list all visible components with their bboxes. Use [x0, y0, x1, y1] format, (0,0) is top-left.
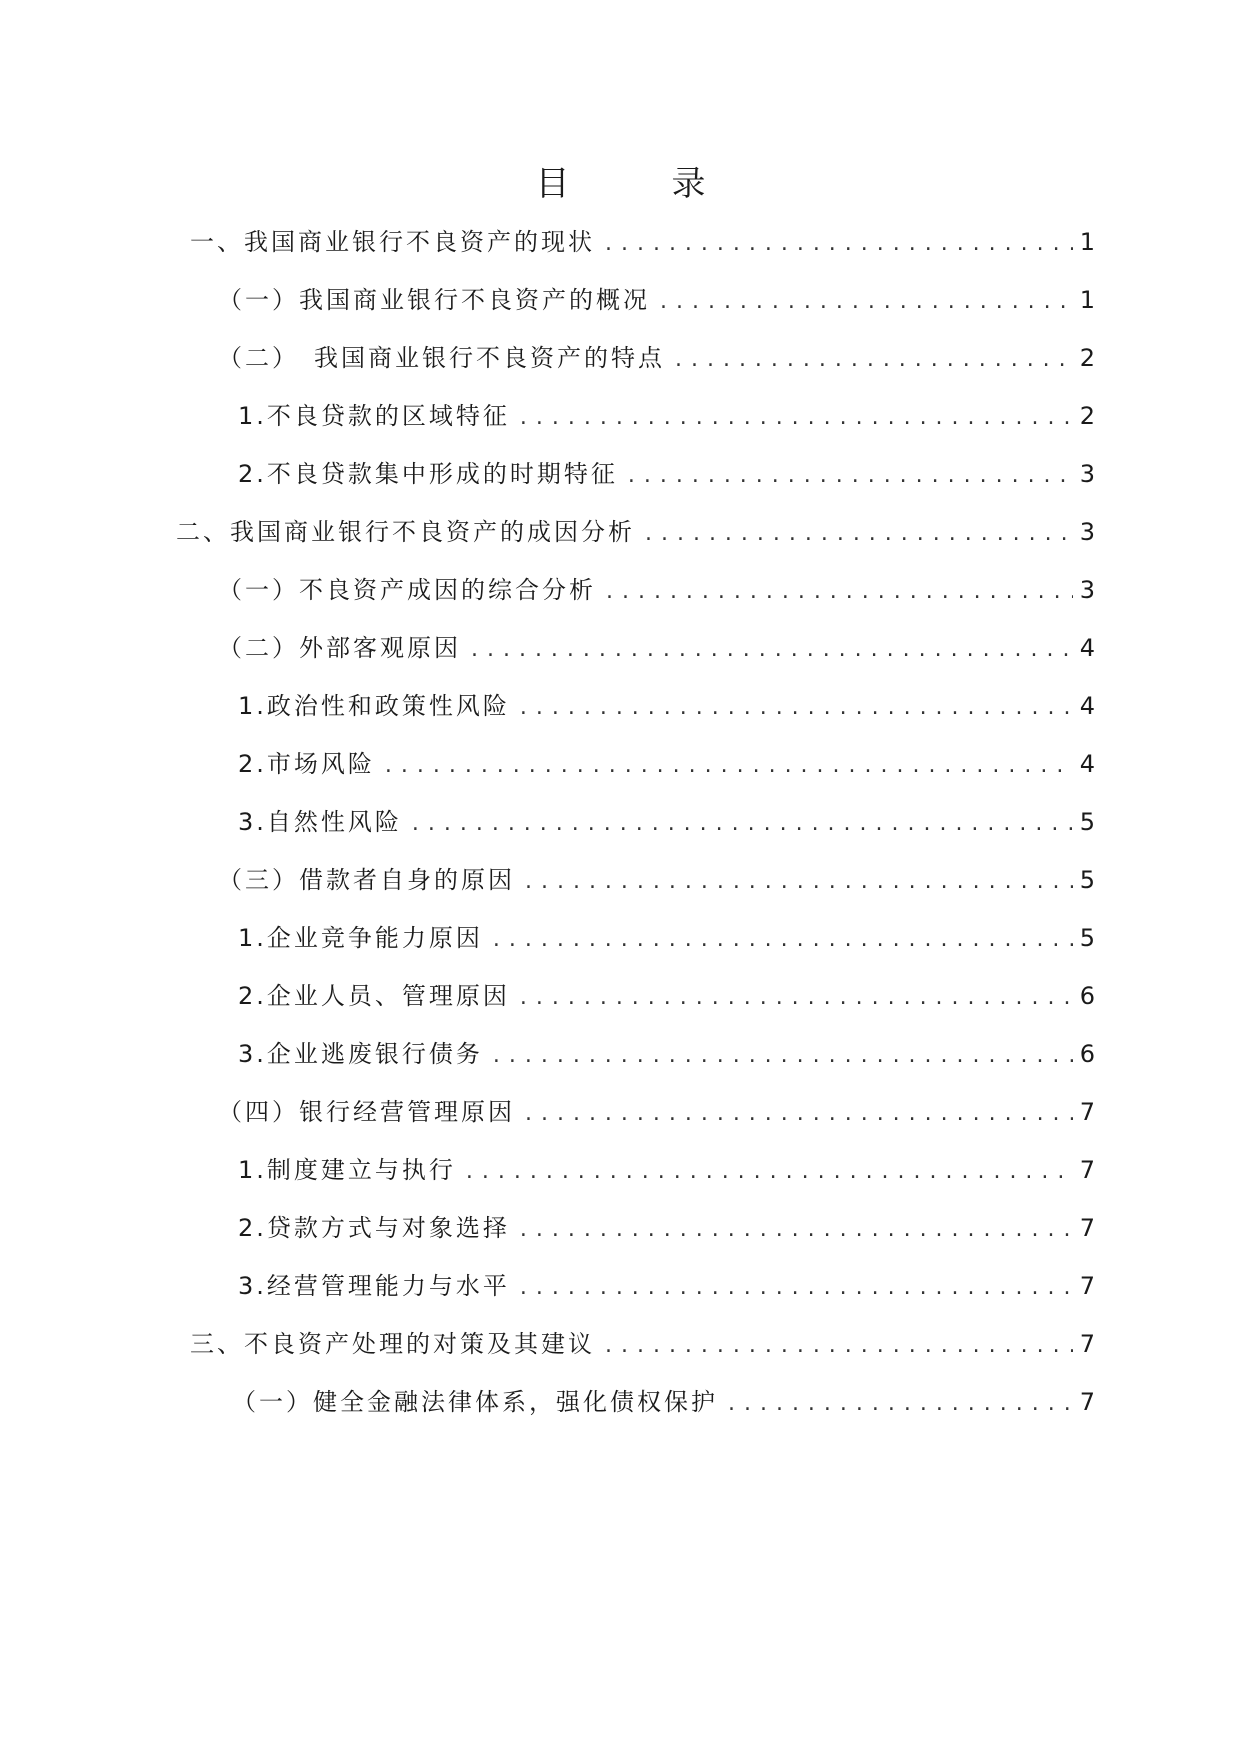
toc-page-number: 5 — [1079, 808, 1095, 836]
toc-page-number: 1 — [1079, 286, 1095, 314]
toc-leader-dots — [645, 518, 1073, 546]
toc-leader-dots — [493, 924, 1073, 952]
toc-leader-dots — [520, 692, 1073, 720]
toc-page-number: 2 — [1079, 344, 1095, 372]
toc-entry[interactable] — [238, 454, 1095, 494]
toc-entry[interactable] — [238, 1150, 1095, 1190]
toc-entry-text: （二） 我国商业银行不良资产的特点 — [218, 344, 665, 372]
toc-page-number: 3 — [1079, 518, 1095, 546]
toc-leader-dots — [606, 576, 1073, 604]
toc-page-number: 4 — [1079, 634, 1095, 662]
toc-leader-dots — [466, 1156, 1073, 1184]
toc-entry-text: （一）我国商业银行不良资产的概况 — [218, 286, 650, 314]
toc-entry-text: 1.政治性和政策性风险 — [238, 692, 510, 720]
toc-entry[interactable] — [238, 1266, 1095, 1306]
toc-leader-dots — [520, 402, 1073, 430]
toc-entry-text: 一、我国商业银行不良资产的现状 — [190, 228, 595, 256]
toc-leader-dots — [412, 808, 1073, 836]
toc-entry-text: 3.自然性风险 — [238, 808, 402, 836]
toc-page-number: 3 — [1079, 460, 1095, 488]
toc-entry[interactable] — [238, 976, 1095, 1016]
toc-leader-dots — [525, 1098, 1073, 1126]
toc-entry[interactable] — [218, 280, 1095, 320]
toc-leader-dots — [675, 344, 1073, 372]
toc-page-number: 7 — [1079, 1330, 1095, 1358]
toc-page-number: 7 — [1079, 1156, 1095, 1184]
toc-page-number: 3 — [1079, 576, 1095, 604]
toc-entry[interactable] — [190, 222, 1095, 262]
toc-entry-text: 1.不良贷款的区域特征 — [238, 402, 510, 430]
toc-page-number: 7 — [1079, 1098, 1095, 1126]
toc-entry[interactable] — [238, 1034, 1095, 1074]
toc-leader-dots — [605, 1330, 1073, 1358]
toc-leader-dots — [520, 1272, 1073, 1300]
toc-entry[interactable] — [238, 744, 1095, 784]
toc-entry[interactable] — [218, 628, 1095, 668]
toc-entry[interactable] — [218, 860, 1095, 900]
toc-leader-dots — [471, 634, 1073, 662]
toc-page-number: 5 — [1079, 866, 1095, 894]
toc-entry[interactable] — [238, 396, 1095, 436]
toc-entry-text: 3.经营管理能力与水平 — [238, 1272, 510, 1300]
toc-entry-text: （四）银行经营管理原因 — [218, 1098, 515, 1126]
toc-leader-dots — [520, 1214, 1073, 1242]
toc-leader-dots — [728, 1388, 1073, 1416]
toc-entry[interactable] — [238, 686, 1095, 726]
toc-entry-text: 2.贷款方式与对象选择 — [238, 1214, 510, 1242]
toc-entry-text: 3.企业逃废银行债务 — [238, 1040, 483, 1068]
toc-page-number: 1 — [1079, 228, 1095, 256]
toc-leader-dots — [605, 228, 1073, 256]
toc-entry-text: 2.企业人员、管理原因 — [238, 982, 510, 1010]
toc-page-number: 5 — [1079, 924, 1095, 952]
toc-entry-text: 三、不良资产处理的对策及其建议 — [190, 1330, 595, 1358]
toc-entry[interactable] — [218, 338, 1095, 378]
toc-entry[interactable] — [232, 1382, 1095, 1422]
toc-entry-text: （一）健全金融法律体系，强化债权保护 — [232, 1388, 718, 1416]
toc-page-number: 4 — [1079, 750, 1095, 778]
toc-entry-text: 1.制度建立与执行 — [238, 1156, 456, 1184]
toc-page-number: 7 — [1079, 1388, 1095, 1416]
toc-leader-dots — [385, 750, 1073, 778]
toc-entry-text: （三）借款者自身的原因 — [218, 866, 515, 894]
toc-entry-text: （二）外部客观原因 — [218, 634, 461, 662]
toc-entry[interactable] — [238, 918, 1095, 958]
toc-entry-text: 2.市场风险 — [238, 750, 375, 778]
toc-entry-text: （一）不良资产成因的综合分析 — [218, 576, 596, 604]
toc-leader-dots — [493, 1040, 1073, 1068]
toc-page-number: 4 — [1079, 692, 1095, 720]
toc-entry[interactable] — [238, 802, 1095, 842]
toc-page-number: 2 — [1079, 402, 1095, 430]
toc-title: 目 录 — [535, 164, 740, 204]
toc-entry-text: 2.不良贷款集中形成的时期特征 — [238, 460, 618, 488]
toc-entry[interactable] — [218, 1092, 1095, 1132]
toc-entry[interactable] — [190, 1324, 1095, 1364]
toc-page-number: 6 — [1079, 1040, 1095, 1068]
toc-page-number: 6 — [1079, 982, 1095, 1010]
toc-page-number: 7 — [1079, 1272, 1095, 1300]
toc-leader-dots — [525, 866, 1073, 894]
toc-entry[interactable] — [218, 570, 1095, 610]
toc-entry-text: 二、我国商业银行不良资产的成因分析 — [176, 518, 635, 546]
toc-entry[interactable] — [176, 512, 1095, 552]
toc-page-number: 7 — [1079, 1214, 1095, 1242]
toc-leader-dots — [628, 460, 1073, 488]
toc-leader-dots — [660, 286, 1073, 314]
toc-leader-dots — [520, 982, 1073, 1010]
toc-entry-text: 1.企业竞争能力原因 — [238, 924, 483, 952]
toc-entry[interactable] — [238, 1208, 1095, 1248]
